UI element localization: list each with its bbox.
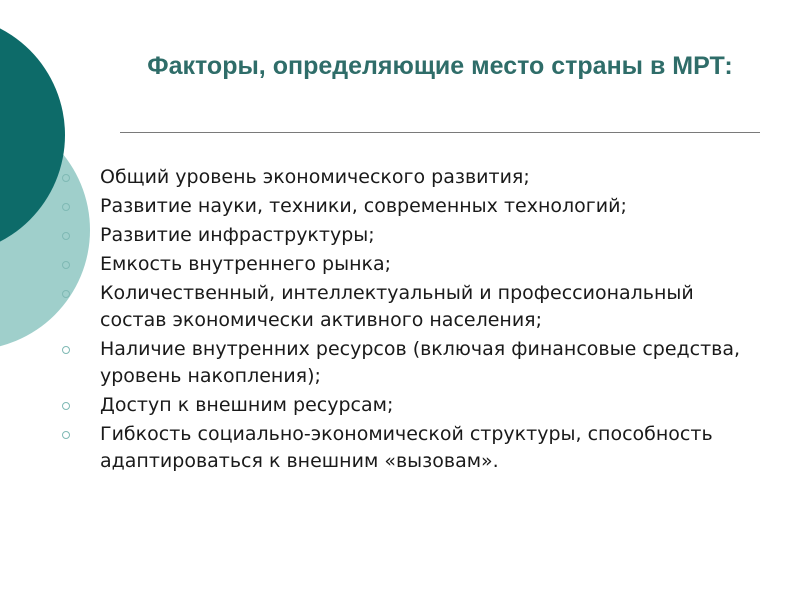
bullet-circle-icon <box>62 174 70 182</box>
list-item <box>60 336 760 390</box>
bullet-list <box>60 164 760 477</box>
list-item <box>60 421 760 475</box>
title-divider <box>120 132 760 133</box>
list-item-text: Емкость внутреннего рынка; <box>100 253 392 275</box>
bullet-circle-icon <box>62 431 70 439</box>
bullet-circle-icon <box>62 346 70 354</box>
list-item <box>60 251 760 278</box>
list-item-text: Доступ к внешним ресурсам; <box>100 394 394 416</box>
list-item <box>60 222 760 249</box>
bullet-circle-icon <box>62 203 70 211</box>
bullet-circle-icon <box>62 232 70 240</box>
bullet-circle-icon <box>62 402 70 410</box>
bullet-circle-icon <box>62 290 70 298</box>
list-item <box>60 164 760 191</box>
list-item <box>60 392 760 419</box>
list-item-text: Развитие науки, техники, современных технологий; <box>100 195 627 217</box>
list-item-text: Гибкость социально-экономической структуры, способность адаптироваться к внешним «вызовам». <box>100 423 713 472</box>
slide-title: Факторы, определяющие место страны в МРТ: <box>147 52 733 80</box>
bullet-circle-icon <box>62 261 70 269</box>
list-item <box>60 280 760 334</box>
list-item-text: Количественный, интеллектуальный и профессиональный состав экономически активного населения; <box>100 282 694 331</box>
list-item-text: Общий уровень экономического развития; <box>100 166 530 188</box>
list-item <box>60 193 760 220</box>
list-item-text: Наличие внутренних ресурсов (включая финансовые средства, уровень накопления); <box>100 338 741 387</box>
list-item-text: Развитие инфраструктуры; <box>100 224 375 246</box>
